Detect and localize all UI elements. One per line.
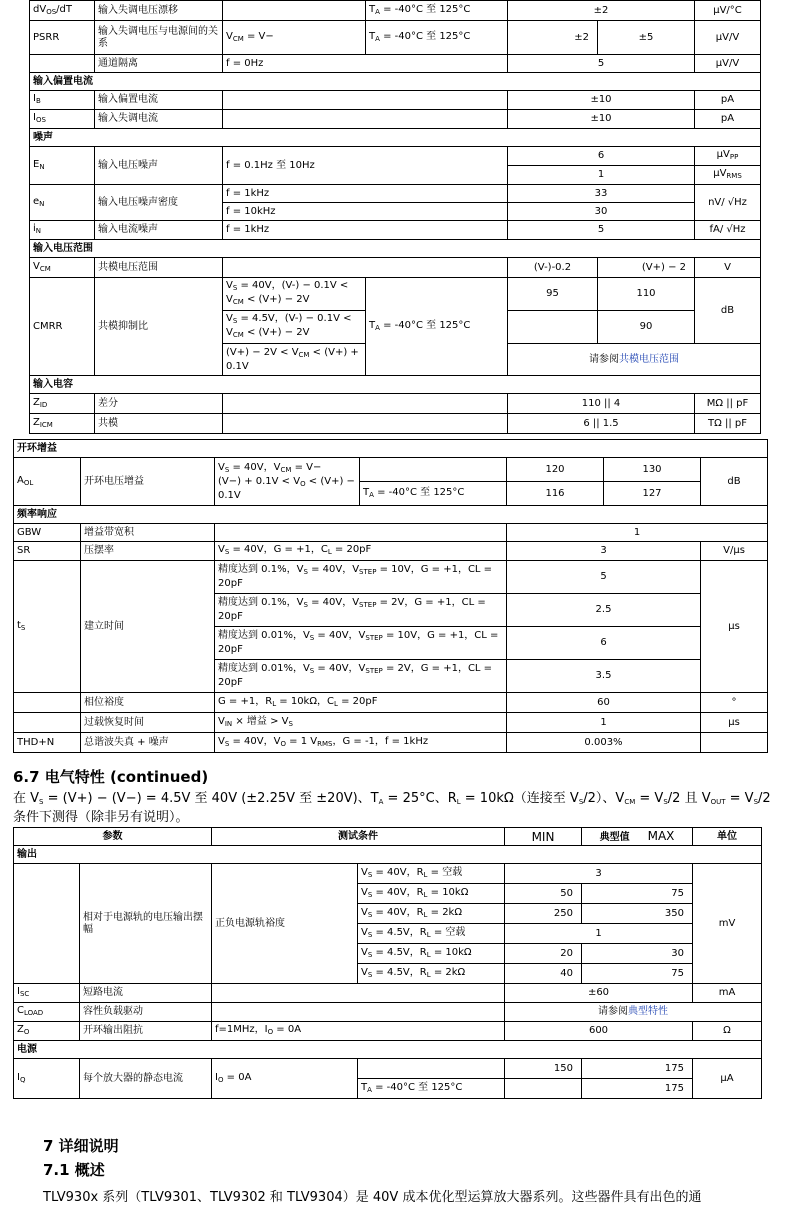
- table-cell: GBW: [14, 524, 81, 542]
- table-cell: f = 1kHz: [223, 185, 508, 203]
- table-cell: [505, 1079, 582, 1099]
- table-cell: 5: [508, 221, 695, 240]
- row-drift: [30, 1, 761, 21]
- table-cell: 请参阅: [598, 1006, 628, 1017]
- table-cell: 输入失调电压漂移: [95, 1, 223, 21]
- table-cell: dB: [695, 278, 761, 344]
- table-row: [30, 394, 761, 414]
- table-row: [30, 147, 761, 166]
- table-cell: dB: [701, 458, 768, 506]
- table-cell: $V_S = 40V$，$R_L = 2k\Omega$: [358, 904, 505, 924]
- table-cell: f = 1kHz: [223, 221, 508, 240]
- table-cell: 130: [604, 458, 701, 482]
- table-cell: °: [701, 693, 768, 713]
- table-cell: 110: [598, 278, 695, 311]
- table-cell: ±60: [505, 984, 693, 1003]
- table-cell: 精度达到 0.1%，$V_S = 40V$，$V_{STEP} = 10V$，G = +1，CL = 20pF: [215, 561, 507, 594]
- table-cell: 每个放大器的静态电流: [80, 1059, 212, 1099]
- table-cell: $V_S = 40V$，$R_L = 10k\Omega$: [358, 884, 505, 904]
- table-cell: [582, 828, 693, 846]
- table-cell: 请参阅: [589, 353, 619, 365]
- table-row: [14, 440, 768, 458]
- table-cell: $V_S = 4.5V$，$R_L = 2k\Omega$: [358, 964, 505, 984]
- table-cell: 输入电压噪声密度: [95, 185, 223, 221]
- table-cell: 1: [505, 924, 693, 944]
- table-cell: 电源: [14, 1041, 762, 1059]
- table-row: [30, 240, 761, 258]
- table-cell: $t_S$: [14, 561, 81, 693]
- table-cell: 相位裕度: [81, 693, 215, 713]
- table-cell: 噪声: [30, 129, 761, 147]
- table-cell: 33: [508, 185, 695, 203]
- chapter-title: 7 详细说明: [43, 1137, 119, 1155]
- table-cell: 容性负载驱动: [80, 1003, 212, 1022]
- table-row: [30, 110, 761, 129]
- table-cell: 输出: [14, 846, 762, 864]
- table-cell: MAX: [647, 828, 675, 843]
- table-cell: 90: [598, 311, 695, 344]
- table-cell: [14, 713, 81, 733]
- table-cell: 175: [582, 1079, 693, 1099]
- table-cell: TΩ || pF: [695, 414, 761, 434]
- table-cell: $C_{LOAD}$: [14, 1003, 80, 1022]
- table-cell: f = 0.1Hz 至 10Hz: [223, 147, 508, 185]
- table-row: [14, 984, 762, 1003]
- table-cell: μV/V: [695, 55, 761, 73]
- table-cell: 输入电容: [30, 376, 761, 394]
- table-cell: $dV_{OS}/dT$: [30, 1, 95, 21]
- table-cell: 共模电压范围: [95, 258, 223, 278]
- table-cell: $I_{SC}$: [14, 984, 80, 1003]
- table-cell: 相对于电源轨的电压输出摆幅: [80, 864, 212, 984]
- table-cell: [30, 55, 95, 73]
- table-cell: [358, 1059, 505, 1079]
- row-psrr: [30, 21, 761, 55]
- table-cell: $I_{OS}$: [30, 110, 95, 129]
- table-cell: 150: [505, 1059, 582, 1079]
- table-cell: ±2: [508, 21, 598, 55]
- table-cell: 50: [505, 884, 582, 904]
- table-cell: 输入电流噪声: [95, 221, 223, 240]
- table-cell: [223, 91, 508, 110]
- table-cell: 输入偏置电流: [95, 91, 223, 110]
- table-cell: 精度达到 0.1%，$V_S = 40V$，$V_{STEP} = 2V$，G = +1，CL = 20pF: [215, 594, 507, 627]
- table-cell: 单位: [693, 828, 762, 846]
- table-cell: 5: [507, 561, 701, 594]
- table-cell: MIN: [505, 828, 582, 846]
- table-cell: $I_B$: [30, 91, 95, 110]
- table-cell: [701, 733, 768, 753]
- table-row: [14, 733, 768, 753]
- table-cell: 过载恢复时间: [81, 713, 215, 733]
- table-cell: $V_S = 40V$，$R_L$ = 空载: [358, 864, 505, 884]
- table-cell: $i_N$: [30, 221, 95, 240]
- table-cell: [508, 344, 761, 376]
- table-cell: 3.5: [507, 660, 701, 693]
- table-cell: 总谐波失真 + 噪声: [81, 733, 215, 753]
- table-cell: μV/V: [695, 21, 761, 55]
- table-cell: 1: [508, 166, 695, 185]
- table-cell: $A_{OL}$: [14, 458, 81, 506]
- table-cell: [508, 311, 598, 344]
- table-row: [14, 542, 768, 561]
- table-cell: [223, 414, 508, 434]
- table-row: [30, 414, 761, 434]
- table-cell: 600: [505, 1022, 693, 1041]
- table-cell: 输入电压范围: [30, 240, 761, 258]
- table-cell: 6: [507, 627, 701, 660]
- table-row: [14, 561, 768, 594]
- table-cell: $Z_{ID}$: [30, 394, 95, 414]
- table-cell: 输入失调电压与电源间的关系: [95, 21, 223, 55]
- table-cell: 开环电压增益: [81, 458, 215, 506]
- table-cell: 127: [604, 482, 701, 506]
- table-cell: 频率响应: [14, 506, 768, 524]
- table-cell: $V_{CM}$: [30, 258, 95, 278]
- table-row: [14, 1041, 762, 1059]
- table-cell: $E_N$: [30, 147, 95, 185]
- table-cell: 典型值: [599, 831, 630, 843]
- table-cell: [505, 1003, 762, 1022]
- table-row: [14, 1022, 762, 1041]
- table-cell: 测试条件: [212, 828, 505, 846]
- overview-text: TLV930x 系列（TLV9301、TLV9302 和 TLV9304）是 40V 成本优化型运算放大器系列。这些器件具有出色的通: [43, 1190, 702, 1205]
- table-cell: $T_A = -40^\circ C$ 至 125°C: [366, 1, 508, 21]
- table-cell: 95: [508, 278, 598, 311]
- table-cell: mV: [693, 864, 762, 984]
- table-cell: $Z_{ICM}$: [30, 414, 95, 434]
- table-cell: 增益带宽积: [81, 524, 215, 542]
- table-cell: 75: [582, 964, 693, 984]
- table-cell: pA: [695, 91, 761, 110]
- table-row: [30, 185, 761, 203]
- link-typical-characteristics[interactable]: 典型特性: [628, 1006, 668, 1017]
- table-cell: mA: [693, 984, 762, 1003]
- table-cell: (V-)-0.2: [508, 258, 598, 278]
- section-caption: 在 $V_S = (V+) - (V-) = 4.5V$ 至 40V (±2.25V 至 ±20V)、$T_A = 25^\circ C$、$R_L = 10k\Omega$（连接至 $V_S/2$）、$V_{CM} = V_S/2$ 且 $V_{OUT} = V_S/2$ 条件下测得（除非另有说明）。: [13, 791, 771, 825]
- table-cell: 共模: [95, 414, 223, 434]
- table-cell: 3: [505, 864, 693, 884]
- table-cell: fA/ √Hz: [695, 221, 761, 240]
- table-cell: 精度达到 0.01%，$V_S = 40V$，$V_{STEP} = 2V$，G = +1，CL = 20pF: [215, 660, 507, 693]
- table-cell: [223, 394, 508, 414]
- subsection-title: 7.1 概述: [43, 1161, 105, 1179]
- table-cell: $T_A = -40^\circ C$ 至 125°C: [366, 278, 508, 376]
- table-cell: 差分: [95, 394, 223, 414]
- table-cell: 1: [633, 526, 641, 538]
- table-cell: μA: [693, 1059, 762, 1099]
- table-cell: 共模抑制比: [95, 278, 223, 376]
- table-row: [30, 221, 761, 240]
- table-row: [30, 376, 761, 394]
- table-row: [14, 524, 768, 542]
- table-cell: μs: [701, 561, 768, 693]
- table-cell: 2.5: [507, 594, 701, 627]
- table-cell: [14, 864, 80, 984]
- table-cell: μs: [701, 713, 768, 733]
- table-cell: 6: [508, 147, 695, 166]
- table-cell: G = +1，$R_L = 10k\Omega$，$C_L = 20pF$: [215, 693, 507, 713]
- table-row: [30, 91, 761, 110]
- table-cell: ±10: [508, 110, 695, 129]
- table-cell: 精度达到 0.01%，$V_S = 40V$，$V_{STEP} = 10V$，G = +1，CL = 20pF: [215, 627, 507, 660]
- table-cell: $V_S = 40V$，$V_{CM} = V-$ $(V-) + 0.1V < V_O < (V+) - 0.1V$: [215, 458, 360, 506]
- table-cell: [360, 458, 507, 482]
- table-cell: $I_O = 0A$: [212, 1059, 358, 1099]
- table-cell: 175: [582, 1059, 693, 1079]
- table-cell: nV/ √Hz: [695, 185, 761, 221]
- table-cell: f=1MHz，$I_O = 0A$: [212, 1022, 505, 1041]
- table-cell: ±2: [508, 1, 695, 21]
- table-cell: 250: [505, 904, 582, 924]
- spec-table-input: [29, 0, 761, 434]
- table-cell: μV/°C: [695, 1, 761, 21]
- table-cell: [223, 1, 366, 21]
- table-cell: 压摆率: [81, 542, 215, 561]
- table-cell: $V_S = 40V$，G = +1，$C_L = 20pF$: [215, 542, 507, 561]
- table-cell: $Z_O$: [14, 1022, 80, 1041]
- table-row: [14, 846, 762, 864]
- table-row: [14, 506, 768, 524]
- table-cell: $\mu V_{PP}$: [695, 147, 761, 166]
- table-cell: 输入偏置电流: [30, 73, 761, 91]
- table-row: [30, 258, 761, 278]
- table-cell: [14, 693, 81, 713]
- table-cell: $V_{CM} = V-$: [223, 21, 366, 55]
- table-cell: Ω: [693, 1022, 762, 1041]
- table-cell: 110 || 4: [508, 394, 695, 414]
- table-cell: V/μs: [701, 542, 768, 561]
- table-row: [30, 278, 761, 311]
- table-cell: $T_A = -40^\circ C$ 至 125°C: [358, 1079, 505, 1099]
- table-row: [14, 828, 762, 846]
- table-cell: $e_N$: [30, 185, 95, 221]
- table-cell: SR: [14, 542, 81, 561]
- table-cell: $T_A = -40^\circ C$ 至 125°C: [366, 21, 508, 55]
- table-cell: ±5: [598, 21, 695, 55]
- table-cell: f = 10kHz: [223, 203, 508, 221]
- table-cell: $V_S = 40V$，$V_O = 1$ $V_{RMS}$，G = -1，f = 1kHz: [215, 733, 507, 753]
- table-cell: [212, 1003, 505, 1022]
- table-cell: 60: [507, 693, 701, 713]
- table-cell: pA: [695, 110, 761, 129]
- table-cell: 输入失调电流: [95, 110, 223, 129]
- table-cell: CMRR: [30, 278, 95, 376]
- table-cell: $V_S = 4.5V$，$(V-) - 0.1V < V_{CM} < (V+) - 2V$: [223, 311, 366, 344]
- spec-table-output: [13, 827, 762, 1099]
- row-isolation: [30, 55, 761, 73]
- table-cell: 3: [507, 542, 701, 561]
- table-cell: (V+) − 2: [598, 258, 695, 278]
- table-cell: 0.003%: [507, 733, 701, 753]
- table-cell: 350: [582, 904, 693, 924]
- table-cell: 5: [508, 55, 695, 73]
- table-cell: $V_S = 4.5V$，$R_L$ = 空载: [358, 924, 505, 944]
- table-cell: $I_Q$: [14, 1059, 80, 1099]
- table-cell: ±10: [508, 91, 695, 110]
- table-row: [14, 1003, 762, 1022]
- table-row: [14, 713, 768, 733]
- table-row: [14, 693, 768, 713]
- table-cell: 116: [507, 482, 604, 506]
- table-cell: [215, 524, 507, 542]
- table-cell: 120: [507, 458, 604, 482]
- table-cell: [212, 984, 505, 1003]
- table-cell: [223, 110, 508, 129]
- table-row: [14, 864, 762, 884]
- spec-table-dynamic: [13, 439, 768, 753]
- table-cell: $(V+) - 2V < V_{CM} < (V+) + 0.1V$: [223, 344, 366, 376]
- link-cm-range[interactable]: 共模电压范围: [619, 353, 679, 365]
- table-cell: 输入电压噪声: [95, 147, 223, 185]
- section-title: 6.7 电气特性 (continued): [13, 768, 209, 786]
- table-cell: 75: [582, 884, 693, 904]
- table-cell: THD+N: [14, 733, 81, 753]
- table-cell: $V_S = 4.5V$，$R_L = 10k\Omega$: [358, 944, 505, 964]
- table-row: [14, 1059, 762, 1079]
- table-cell: 正负电源轨裕度: [212, 864, 358, 984]
- table-cell: 参数: [14, 828, 212, 846]
- table-cell: [507, 524, 768, 542]
- table-row: [14, 458, 768, 482]
- table-row: [30, 73, 761, 91]
- table-cell: $V_S = 40V$，$(V-) - 0.1V < V_{CM} < (V+) - 2V$: [223, 278, 366, 311]
- table-cell: 40: [505, 964, 582, 984]
- table-cell: 30: [508, 203, 695, 221]
- table-cell: 30: [582, 944, 693, 964]
- table-cell: 短路电流: [80, 984, 212, 1003]
- table-cell: 20: [505, 944, 582, 964]
- table-cell: $T_A = -40^\circ C$ 至 125°C: [360, 482, 507, 506]
- table-cell: [223, 258, 508, 278]
- table-cell: 6 || 1.5: [508, 414, 695, 434]
- table-cell: 开环输出阻抗: [80, 1022, 212, 1041]
- table-cell: V: [695, 258, 761, 278]
- table-cell: PSRR: [30, 21, 95, 55]
- table-cell: 通道隔离: [95, 55, 223, 73]
- table-cell: f = 0Hz: [223, 55, 508, 73]
- table-cell: MΩ || pF: [695, 394, 761, 414]
- table-cell: 开环增益: [14, 440, 768, 458]
- table-cell: 建立时间: [81, 561, 215, 693]
- table-row: [30, 129, 761, 147]
- table-cell: $V_{IN}$ × 增益 > $V_S$: [215, 713, 507, 733]
- table-cell: $\mu V_{RMS}$: [695, 166, 761, 185]
- table-cell: 1: [507, 713, 701, 733]
